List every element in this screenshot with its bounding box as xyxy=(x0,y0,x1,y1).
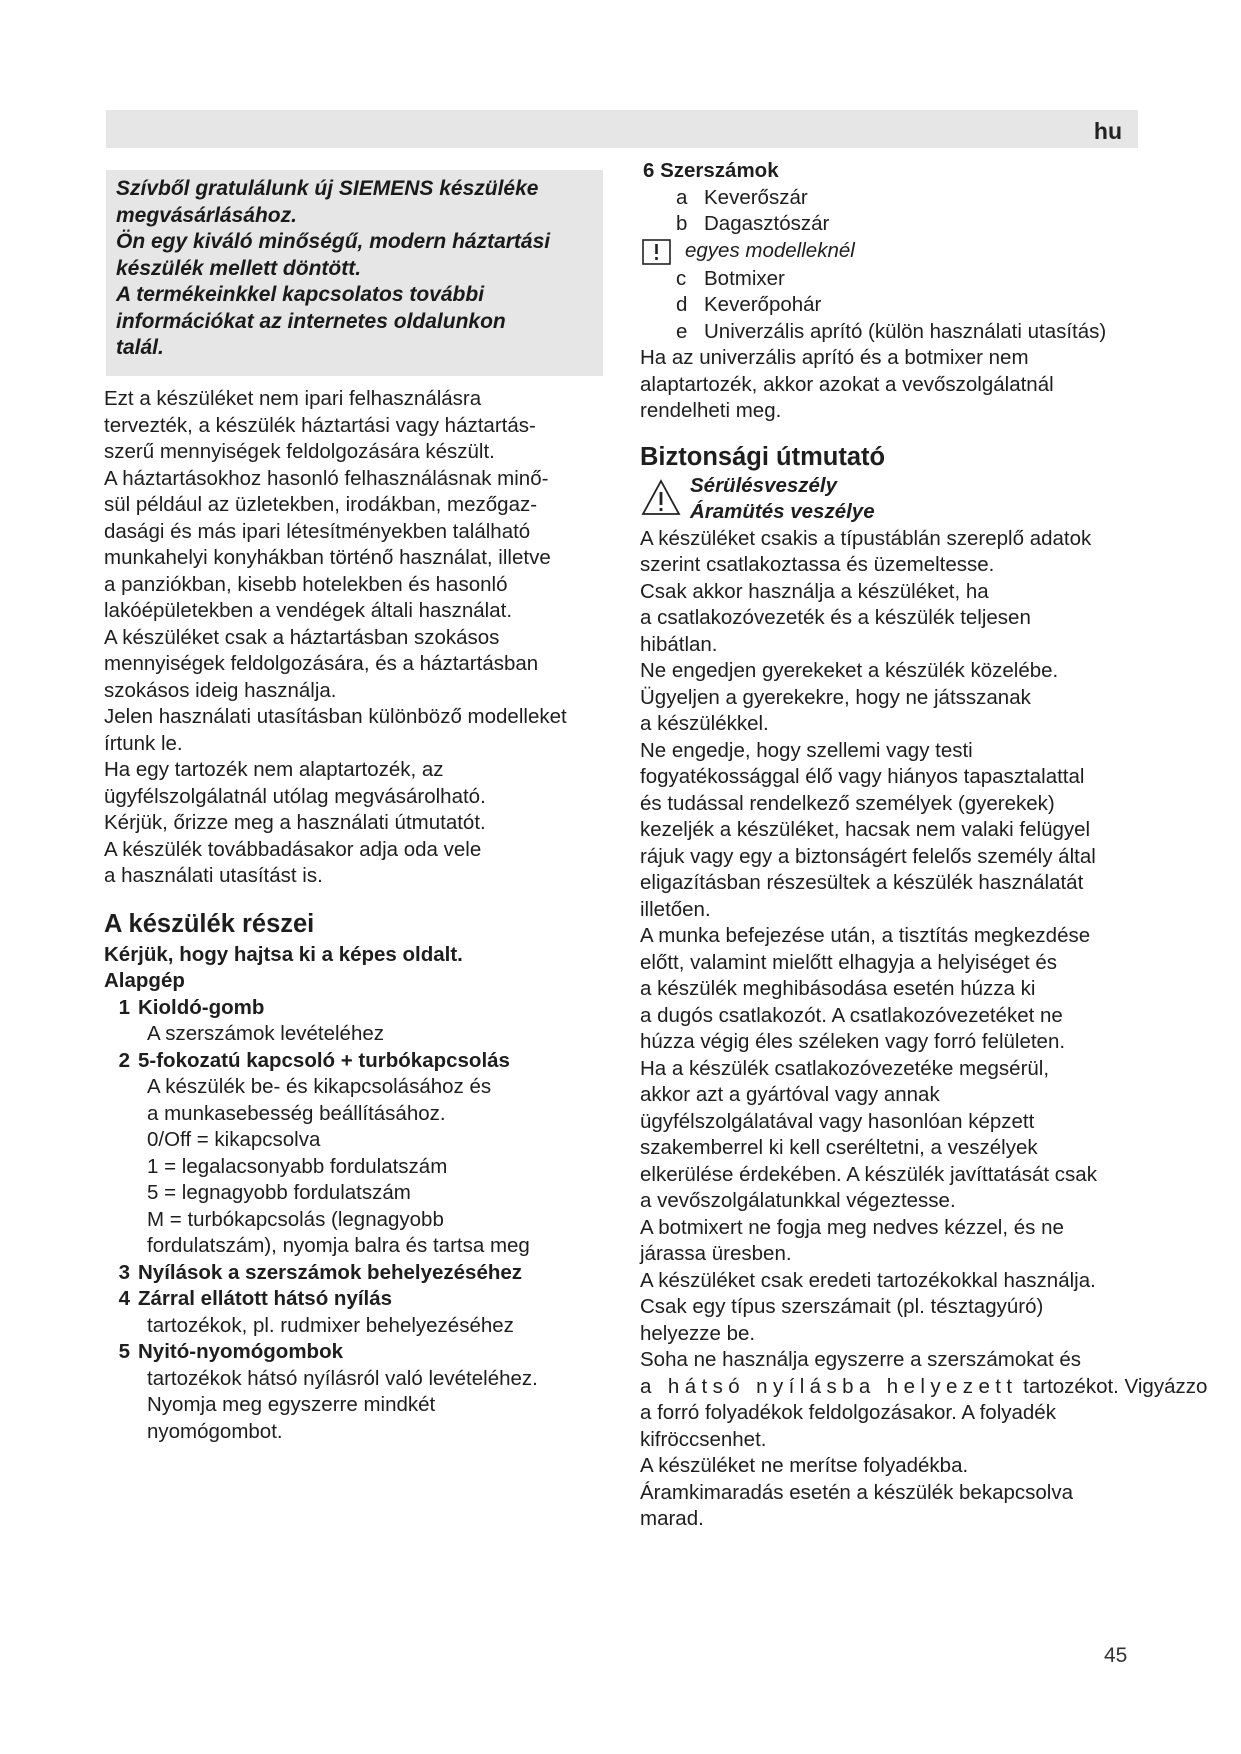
part-description: a munkasebesség beállításához. xyxy=(147,1101,446,1125)
safety-line: járassa üresben. xyxy=(640,1242,792,1265)
warning-header xyxy=(640,473,1160,526)
text-line: a panziókban, kisebb hotelekben és hasonló xyxy=(104,572,508,596)
part-description: M = turbókapcsolás (legnagyobb xyxy=(147,1207,444,1231)
safety-line: marad. xyxy=(640,1507,704,1530)
safety-line: a készülék meghibásodása esetén húzza ki xyxy=(640,977,1036,1000)
safety-line: A munka befejezése után, a tisztítás megkezdése xyxy=(640,924,1091,947)
text-line: ügyfélszolgálatnál utólag megvásárolható. xyxy=(104,784,486,808)
part-description: A készülék be- és kikapcsolásához és xyxy=(147,1075,492,1098)
text-line: Ezt a készüléket nem ipari felhasználásra xyxy=(104,387,482,410)
part-number: 4 xyxy=(118,1287,130,1310)
part-description: nyomógombot. xyxy=(147,1419,283,1443)
tool-letter: a xyxy=(676,185,688,209)
intro-line: információkat az internetes oldalunkon xyxy=(116,309,506,333)
parts-heading: A készülék részei xyxy=(104,909,315,938)
safety-line: Áramkimaradás esetén a készülék bekapcsolva xyxy=(640,1480,1073,1504)
note-line: alaptartozék, akkor azokat a vevőszolgálatnál xyxy=(640,372,1054,396)
part-title: Nyitó-nyomógombok xyxy=(138,1340,343,1363)
part-description: tartozékok, pl. rudmixer behelyezéséhez xyxy=(147,1313,514,1337)
safety-line-spaced xyxy=(640,1374,1208,1401)
text-line: Jelen használati utasításban különböző modelleket xyxy=(104,705,567,728)
safety-line: előtt, valamint mielőtt elhagyja a helyiséget és xyxy=(640,950,1058,974)
tools-heading: 6 Szerszámok xyxy=(643,159,779,182)
text-line: lakóépületekben a vendégek általi használat. xyxy=(104,599,513,622)
intro-line: A termékeinkkel kapcsolatos további xyxy=(116,283,485,306)
safety-line: szerint csatlakoztassa és üzemeltesse. xyxy=(640,553,995,576)
warning-title-shock: Áramütés veszélye xyxy=(690,500,875,523)
right-column xyxy=(640,158,1208,1533)
safety-line: Ha a készülék csatlakozóvezetéke megsérül, xyxy=(640,1056,1050,1080)
text-line: Ha egy tartozék nem alaptartozék, az xyxy=(104,758,444,781)
text-line: munkahelyi konyhákban történő használat, illetve xyxy=(104,546,551,569)
text-line: mennyiségek feldolgozására, és a háztartásban xyxy=(104,652,539,675)
warning-title-injury: Sérülésveszély xyxy=(690,473,838,497)
safety-line: kezeljék a készüléket, hacsak nem valaki felügyel xyxy=(640,818,1091,841)
part-description: 5 = legnagyobb fordulatszám xyxy=(147,1181,411,1204)
safety-line: illetően. xyxy=(640,897,711,921)
text-line: sül például az üzletekben, irodákban, mezőgaz- xyxy=(104,493,538,516)
safety-line: Ne engedjen gyerekeket a készülék közelébe. xyxy=(640,659,1059,682)
safety-line: és tudással rendelkező személyek (gyerekek) xyxy=(640,791,1055,815)
intro-line: Szívből gratulálunk új SIEMENS készüléke xyxy=(116,177,539,200)
tool-name: Botmixer xyxy=(704,266,785,290)
safety-text xyxy=(640,526,1160,1374)
left-column xyxy=(104,386,614,1445)
part-number: 1 xyxy=(118,995,130,1019)
text-line: Kérjük, őrizze meg a használati útmutatót. xyxy=(104,811,486,834)
spaced-text-continuation: tartozékot. Vigyázzo xyxy=(1017,1374,1208,1398)
intro-line: készülék mellett döntött. xyxy=(116,256,362,280)
safety-line: rájuk vagy egy a biztonságért felelős személy által xyxy=(640,844,1096,868)
part-description: 1 = legalacsonyabb fordulatszám xyxy=(147,1154,448,1178)
tool-item xyxy=(640,292,1160,319)
safety-line: a vevőszolgálatunkkal végeztesse. xyxy=(640,1189,956,1212)
part-description: tartozékok hátsó nyílásról való levételéhez. xyxy=(147,1366,538,1390)
safety-line: kifröccsenhet. xyxy=(640,1427,767,1451)
part-item xyxy=(104,1286,614,1313)
tool-name: Keverőpohár xyxy=(704,293,822,316)
text-line: dasági és más ipari létesítményekben található xyxy=(104,519,531,543)
tools-list-extra xyxy=(640,266,1160,346)
model-note-text: egyes modelleknél xyxy=(685,239,855,263)
part-title: Nyílások a szerszámok behelyezéséhez xyxy=(138,1260,523,1284)
text-line: A készülék továbbadásakor adja oda vele xyxy=(104,837,482,861)
safety-line: eligazításban részesültek a készülék használatát xyxy=(640,871,1084,894)
intro-line: Ön egy kiváló minőségű, modern háztartási xyxy=(116,230,551,253)
safety-line: a dugós csatlakozót. A csatlakozóvezetéket ne xyxy=(640,1003,1063,1027)
part-description: Nyomja meg egyszerre mindkét xyxy=(147,1393,436,1416)
text-line: szerű mennyiségek feldolgozására készült. xyxy=(104,440,495,463)
tool-letter: d xyxy=(676,293,688,316)
text-line: írtunk le. xyxy=(104,731,183,755)
warning-triangle-icon xyxy=(640,478,682,518)
intro-line: talál. xyxy=(116,336,164,359)
safety-line: hibátlan. xyxy=(640,632,718,656)
safety-line: A készüléket ne merítse folyadékba. xyxy=(640,1454,969,1477)
base-unit-label: Alapgép xyxy=(104,969,185,992)
safety-line: elkerülése érdekében. A készülék javíttatását csak xyxy=(640,1162,1097,1186)
part-item xyxy=(104,995,614,1022)
text-line: tervezték, a készülék háztartási vagy háztartás- xyxy=(104,413,536,437)
tool-name: Keverőszár xyxy=(704,185,808,209)
safety-line: a készülékkel. xyxy=(640,712,769,735)
part-description: fordulatszám), nyomja balra és tartsa meg xyxy=(147,1234,530,1257)
part-description: A szerszámok levételéhez xyxy=(147,1022,385,1045)
note-line: rendelheti meg. xyxy=(640,399,782,422)
part-item xyxy=(104,1048,614,1075)
safety-line: helyezze be. xyxy=(640,1321,756,1345)
tool-item xyxy=(640,266,1160,293)
safety-line: Ügyeljen a gyerekekre, hogy ne játsszanak xyxy=(640,685,1031,709)
part-title: Zárral ellátott hátsó nyílás xyxy=(138,1287,393,1310)
fold-note: Kérjük, hogy hajtsa ki a képes oldalt. xyxy=(104,942,463,966)
safety-line: a forró folyadékok feldolgozásakor. A folyadék xyxy=(640,1401,1056,1424)
text-line: A háztartásokhoz hasonló felhasználásnak minő- xyxy=(104,466,549,490)
text-line: szokásos ideig használja. xyxy=(104,678,337,702)
tool-item xyxy=(640,211,1160,238)
safety-line: Ne engedje, hogy szellemi vagy testi xyxy=(640,738,973,762)
tool-item xyxy=(640,185,1160,212)
safety-line: A készüléket csak eredeti tartozékokkal használja. xyxy=(640,1268,1096,1292)
tools-list xyxy=(640,185,1160,238)
tool-name: Univerzális aprító (külön használati utasítás) xyxy=(704,319,1107,343)
safety-line: akkor azt a gyártóval vagy annak xyxy=(640,1083,940,1106)
safety-line: fogyatékossággal élő vagy hiányos tapasztalattal xyxy=(640,765,1085,788)
intro-line: megvásárlásához. xyxy=(116,203,297,227)
safety-text-end xyxy=(640,1400,1160,1533)
part-item xyxy=(104,1339,614,1366)
part-number: 3 xyxy=(118,1260,130,1284)
tool-letter: b xyxy=(676,212,688,235)
part-title: Kioldó-gomb xyxy=(138,995,265,1019)
note-line: Ha az univerzális aprító és a botmixer nem xyxy=(640,346,1029,369)
safety-line: A botmixert ne fogja meg nedves kézzel, és ne xyxy=(640,1215,1064,1239)
accessory-note xyxy=(640,345,1160,425)
part-number: 2 xyxy=(118,1048,130,1072)
tool-item xyxy=(640,319,1160,346)
tool-name: Dagasztószár xyxy=(704,212,830,235)
safety-line: szakemberrel ki kell cseréltetni, a veszélyek xyxy=(640,1136,1038,1159)
text-line: A készüléket csak a háztartásban szokásos xyxy=(104,625,500,649)
intro-text xyxy=(106,170,603,362)
part-item xyxy=(104,1260,614,1287)
safety-heading: Biztonsági útmutató xyxy=(640,442,886,471)
part-title: 5-fokozatú kapcsoló + turbókapcsolás xyxy=(138,1048,510,1072)
part-number: 5 xyxy=(118,1340,130,1363)
text-line: a használati utasítást is. xyxy=(104,864,323,887)
safety-line: Csak egy típus szerszámait (pl. tésztagyúró) xyxy=(640,1295,1044,1318)
header-bar xyxy=(106,110,1138,148)
parts-list xyxy=(104,995,614,1446)
safety-line: a csatlakozóvezeték és a készülék teljesen xyxy=(640,606,1031,629)
intro-box xyxy=(106,170,603,376)
safety-line: A készüléket csakis a típustáblán szereplő adatok xyxy=(640,526,1092,550)
tool-letter: c xyxy=(676,266,687,290)
usage-paragraphs xyxy=(104,386,614,890)
language-code: hu xyxy=(1093,118,1122,144)
safety-line: húzza végig éles széleken vagy forró felületen. xyxy=(640,1030,1066,1053)
safety-line: Csak akkor használja a készüléket, ha xyxy=(640,579,989,603)
safety-line: ügyfélszolgálatával vagy hasonlóan képzett xyxy=(640,1109,1035,1133)
model-note xyxy=(640,238,1160,266)
safety-line: Soha ne használja egyszerre a szerszámokat és xyxy=(640,1348,1081,1371)
page-number: 45 xyxy=(1104,1644,1128,1667)
part-description: 0/Off = kikapcsolva xyxy=(147,1128,321,1151)
notice-icon xyxy=(642,238,671,266)
tool-letter: e xyxy=(676,319,688,343)
spaced-text: a hátsó nyílásba helyezett xyxy=(640,1374,1018,1398)
